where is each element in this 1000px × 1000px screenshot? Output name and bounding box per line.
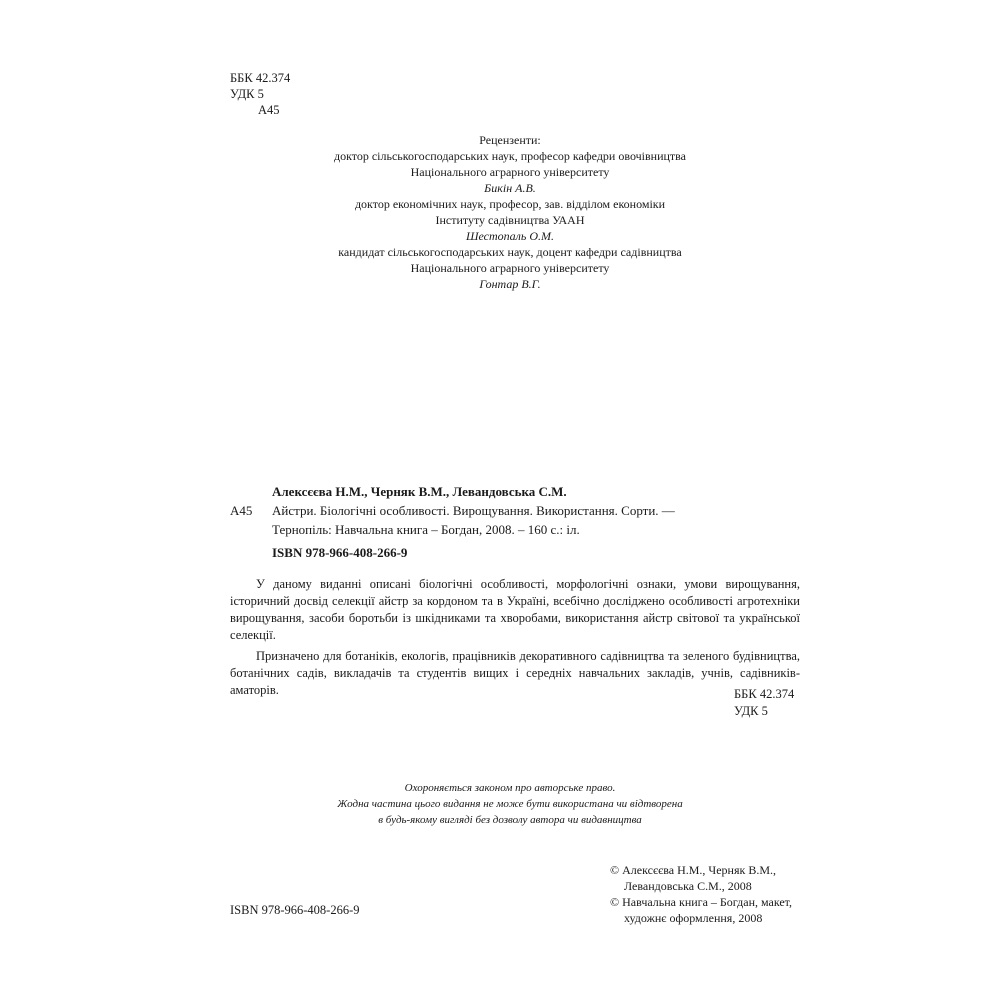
card-description-row xyxy=(230,501,770,520)
reviewer-3-name: Гонтар В.Г. xyxy=(479,277,541,291)
reviewers-heading: Рецензенти: xyxy=(479,133,541,147)
reviewer-1-name: Бикін А.В. xyxy=(484,181,536,195)
footer-isbn: ISBN 978-966-408-266-9 xyxy=(230,903,360,917)
reviewers-block xyxy=(250,132,770,292)
protection-line-3: в будь-якому вигляді без дозволу автора чи видавництва xyxy=(378,814,642,826)
copyright-block xyxy=(610,862,792,926)
copyright-authors-line2: Левандовська С.М., 2008 xyxy=(624,879,752,893)
udk-code: УДК 5 xyxy=(230,87,264,101)
classification-block xyxy=(230,70,290,118)
classification-right xyxy=(734,686,794,720)
catalog-card xyxy=(230,482,770,562)
copyright-protection-note xyxy=(250,780,770,828)
annotation-paragraph-2: Призначено для ботаніків, екологів, працівників декоративного садівництва та зеленого будівництва, ботанічних садів, викладачів та студентів вищих і середніх навчальних закладів, учнів, садівників-аматорів. xyxy=(230,649,800,697)
reviewer-3-affiliation: Національного аграрного університету xyxy=(410,261,610,275)
card-isbn: ISBN 978-966-408-266-9 xyxy=(272,545,408,560)
bbk-code-right: ББК 42.374 xyxy=(734,687,795,701)
annotation xyxy=(230,576,800,699)
protection-line-1: Охороняється законом про авторське право. xyxy=(404,782,616,794)
udk-code-right: УДК 5 xyxy=(734,704,768,718)
card-authors: Алексєєва Н.М., Черняк В.М., Левандовська С.М. xyxy=(272,484,567,499)
copyright-publisher-line1: © Навчальна книга – Богдан, макет, xyxy=(610,895,793,909)
reviewer-2-name: Шестопаль О.М. xyxy=(465,229,555,243)
reviewer-1-affiliation: Національного аграрного університету xyxy=(410,165,610,179)
reviewer-2-affiliation: Інституту садівництва УААН xyxy=(435,213,585,227)
card-description-line2: Тернопіль: Навчальна книга – Богдан, 2008. – 160 с.: іл. xyxy=(272,522,580,537)
copyright-authors-line1: © Алексєєва Н.М., Черняк В.М., xyxy=(610,863,776,877)
card-code: А45 xyxy=(230,503,253,518)
reviewer-3-title: кандидат сільськогосподарських наук, доцент кафедри садівництва xyxy=(338,245,682,259)
reviewer-1-title: доктор сільськогосподарських наук, професор кафедри овочівництва xyxy=(333,149,687,163)
bbk-code: ББК 42.374 xyxy=(230,71,291,85)
annotation-paragraph-1: У даному виданні описані біологічні особливості, морфологічні ознаки, умови вирощування, історичний досвід селекції айстр за кордоном та в Україні, всебічно досліджено особливості агротехніки вирощування, засоби боротьби із шкідниками та хворобами, використання айстр світової та української селекції. xyxy=(230,577,800,642)
copyright-publisher-line2: художнє оформлення, 2008 xyxy=(624,911,763,925)
author-code: А45 xyxy=(258,103,280,117)
reviewer-2-title: доктор економічних наук, професор, зав. відділом економіки xyxy=(354,197,666,211)
protection-line-2: Жодна частина цього видання не може бути використана чи відтворена xyxy=(337,798,683,810)
card-description-line1: Айстри. Біологічні особливості. Вирощування. Використання. Сорти. — xyxy=(272,503,675,518)
